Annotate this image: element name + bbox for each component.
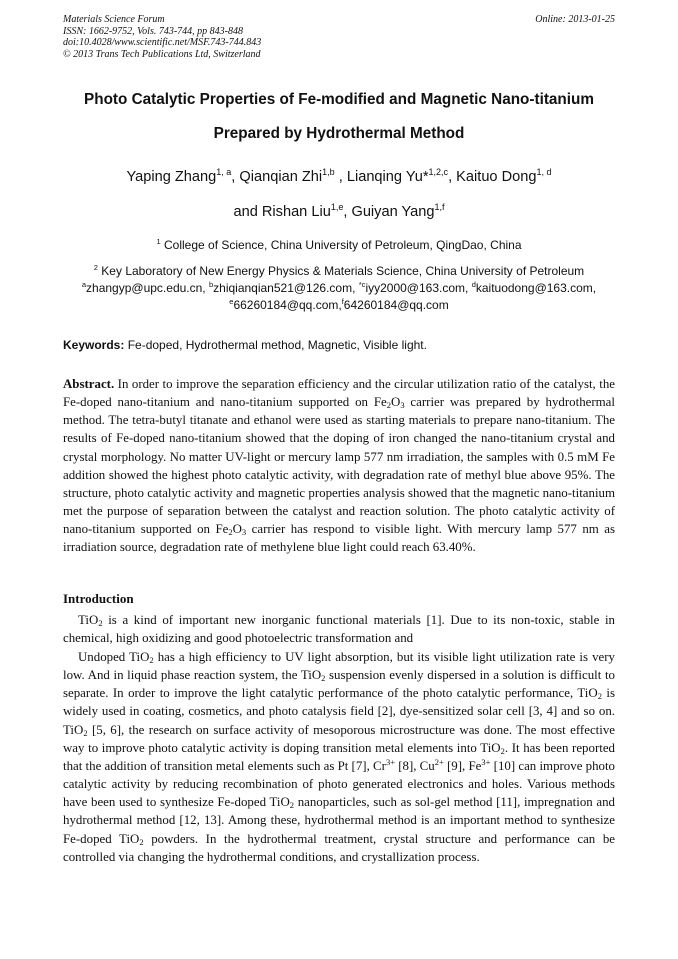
author-affiliation-mark: 1, a bbox=[216, 167, 232, 177]
author-name: Kaituo Dong bbox=[456, 169, 537, 185]
email-mark: f bbox=[341, 297, 344, 306]
keywords-text: Fe-doped, Hydrothermal method, Magnetic, Visible light. bbox=[124, 338, 427, 352]
author-separator: , bbox=[231, 169, 240, 185]
affiliation-2 bbox=[20, 264, 658, 278]
author-name: Yaping Zhang bbox=[126, 169, 217, 185]
author-list-line-1 bbox=[20, 169, 658, 185]
author-separator: , bbox=[448, 169, 457, 185]
abstract-paragraph bbox=[63, 375, 615, 557]
issn-line: ISSN: 1662-9752, Vols. 743-744, pp 843-848 bbox=[63, 25, 243, 37]
affiliation-text: College of Science, China University of Petroleum, QingDao, China bbox=[160, 238, 522, 252]
author-affiliation-mark: 1,2,c bbox=[428, 167, 449, 177]
email-address[interactable]: zhangyp@upc.edu.cn, bbox=[86, 281, 209, 295]
author-name: Guiyan Yang bbox=[351, 204, 435, 220]
journal-header bbox=[63, 14, 615, 60]
abstract-text: In order to improve the separation efficiency and the circular utilization ratio of the catalyst, the Fe-doped nano-titanium and nano-titanium supported on $Fe_2O_3$ carrier was prepared by hydrothermal method. The tetra-butyl titanate and ethanol were used as starting materials to prepare nano-titanium. The results of Fe-doped nano-titanium showed that the doping of iron changed the nano-titanium crystal and crystal morphology. No matter UV-light or mercury lamp 577 nm irradiation, the samples with 0.5 mM Fe addition showed the highest photo catalytic activity, with degradation rate of methyl blue above 95%. The structure, photo catalytic activity and magnetic properties analysis showed that the magnetic nano-titanium met the purpose of separation between the catalyst and reaction solution. The photo catalytic activity of nano-titanium supported on $Fe_2O_3$ carrier has respond to visible light. With mercury lamp 577 nm as irradiation source, degradation rate of methylene blue light could reach 63.40%. bbox=[63, 377, 615, 555]
affiliation-number: 1 bbox=[156, 237, 161, 246]
author-affiliation-mark: 1,f bbox=[434, 202, 445, 212]
author-affiliation-mark: 1,b bbox=[322, 167, 335, 177]
email-mark: e bbox=[229, 297, 234, 306]
email-address[interactable]: kaituodong@163.com, bbox=[475, 281, 597, 295]
section-heading-introduction: Introduction bbox=[63, 591, 134, 606]
email-mark: d bbox=[471, 280, 476, 289]
keywords-label: Keywords: bbox=[63, 338, 125, 352]
author-separator: , bbox=[334, 169, 347, 185]
author-affiliation-mark: 1,e bbox=[330, 202, 344, 212]
author-affiliation-mark: 1, d bbox=[536, 167, 552, 177]
email-mark: b bbox=[208, 280, 214, 289]
intro-paragraph-2: Undoped TiO$_2$ has a high efficiency to UV light absorption, but its visible light utilization rate is very low. And in liquid phase reaction system, the TiO$_2$ suspension evenly dispersed in a solution is difficult to separate. In order to improve the light catalytic performance of the photo catalytic performance, TiO$_2$ is widely used in coating, cosmetics, and photo catalysis field [2], dye-sensitized solar cell [3, 4] and so on. TiO$_2$ [5, 6], the research on surface activity of mesoporous microstructure was done. The most effective way to improve photo catalytic activity is doping transition metal elements into TiO$_2$. It has been reported that the addition of transition metal elements such as Pt [7], $Cr^{3+}$ [8], $Cu^{2+}$ [9], $Fe^{3+}$ [10] can improve photo catalytic activity by reducing recombination of photo generated electronics and holes. Various methods have been used to synthesize Fe-doped TiO$_2$ nanoparticles, such as sol-gel method [11], impregnation and hydrothermal method [12, 13]. Among these, hydrothermal method is an important method to synthesize Fe-doped TiO$_2$ powders. In the hydrothermal treatment, crystal structure and performance can be controlled via changing the hydrothermal conditions, and crystallization process. bbox=[63, 650, 616, 864]
online-date: Online: 2013-01-25 bbox=[535, 14, 615, 25]
copyright-line: © 2013 Trans Tech Publications Ltd, Switzerland bbox=[63, 48, 261, 60]
doi-line: doi:10.4028/www.scientific.net/MSF.743-744.843 bbox=[63, 37, 262, 48]
affiliation-text: Key Laboratory of New Energy Physics & Materials Science, China University of Petroleum bbox=[97, 264, 585, 278]
author-name: Lianqing Yu* bbox=[346, 169, 429, 185]
email-line-2 bbox=[20, 298, 658, 312]
email-address[interactable]: 64260184@qq.com bbox=[343, 298, 449, 312]
affiliation-number: 2 bbox=[93, 263, 98, 272]
author-name: Qianqian Zhi bbox=[239, 169, 323, 185]
paper-title-line-1: Photo Catalytic Properties of Fe-modified and Magnetic Nano-titanium bbox=[84, 91, 594, 108]
author-separator: , bbox=[343, 204, 352, 220]
author-list-line-2 bbox=[20, 204, 658, 220]
email-mark: a bbox=[81, 280, 87, 289]
author-name: and Rishan Liu bbox=[233, 204, 331, 220]
affiliation-1 bbox=[20, 238, 658, 252]
intro-paragraph-1: TiO$_2$ is a kind of important new inorganic functional materials [1]. Due to its non-toxic, stable in chemical, high oxidizing and good photoelectric transformation and bbox=[63, 613, 615, 646]
email-address[interactable]: zhiqianqian521@126.com, bbox=[213, 281, 359, 295]
email-address[interactable]: 66260184@qq.com, bbox=[233, 298, 342, 312]
paper-title-line-2: Prepared by Hydrothermal Method bbox=[213, 125, 465, 142]
email-address[interactable]: iyy2000@163.com, bbox=[365, 281, 472, 295]
journal-name: Materials Science Forum bbox=[63, 14, 165, 25]
email-line-1 bbox=[20, 281, 658, 295]
email-mark: *c bbox=[358, 280, 366, 289]
keywords-line bbox=[63, 338, 618, 352]
abstract-label: Abstract. bbox=[63, 377, 115, 391]
